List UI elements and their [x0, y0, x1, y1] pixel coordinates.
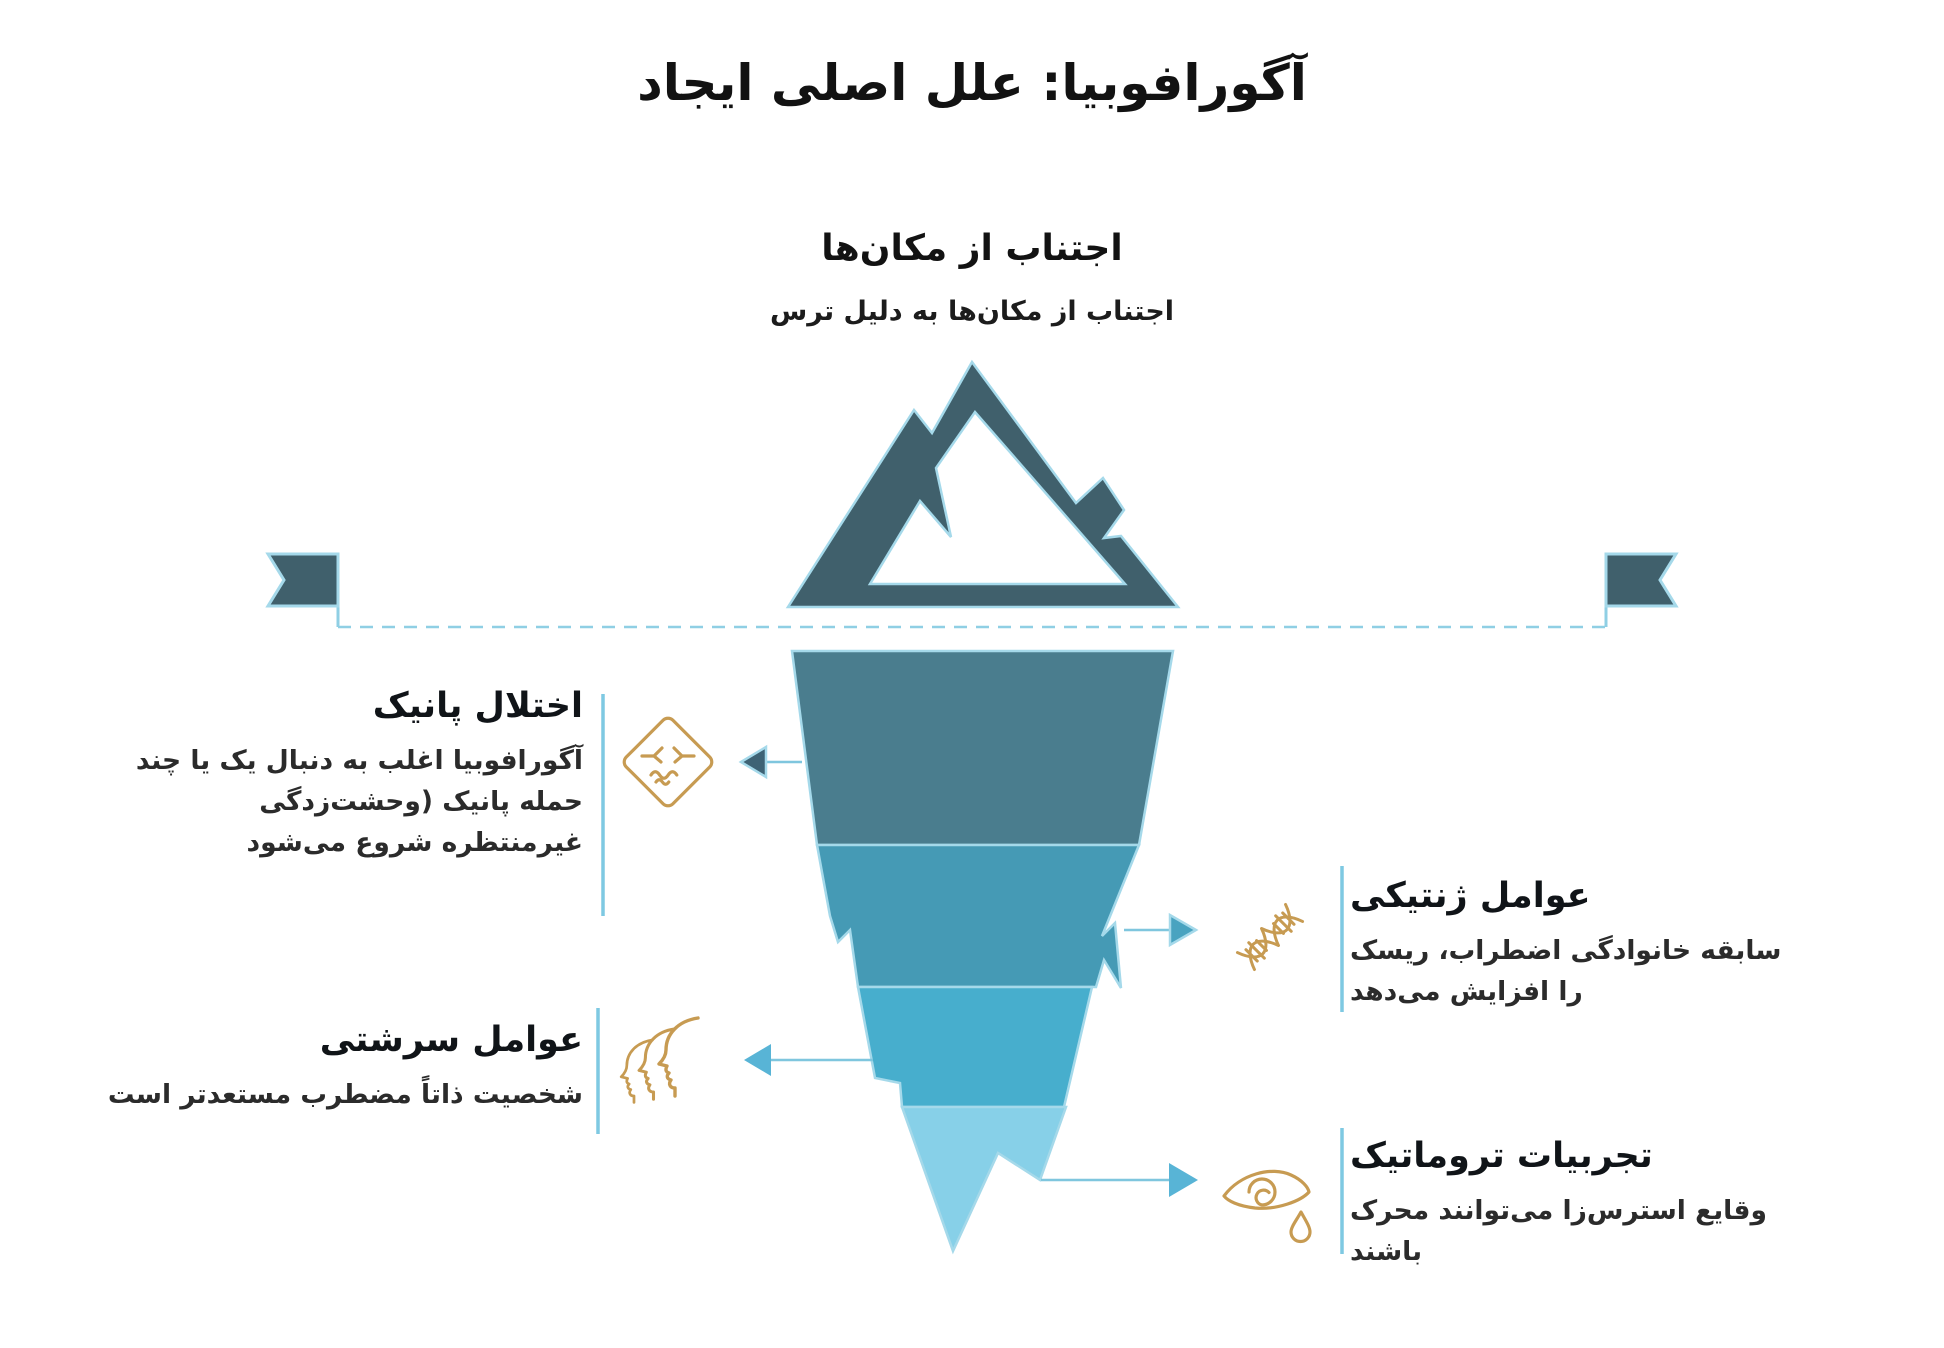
cause-description: آگورافوبیا اغلب به دنبال یک یا چند حمله پانیک (وحشت‌زدگی غیرمنتظره شروع می‌شود — [135, 745, 583, 859]
mountain-icon — [788, 362, 1178, 607]
cause-panel-genetic — [1350, 876, 1802, 1012]
flag-left-icon — [268, 554, 338, 606]
surface-heading: اجتناب از مکان‌ها — [821, 228, 1123, 269]
iceberg-layer-2 — [817, 845, 1139, 988]
cause-description: سابقه خانوادگی اضطراب، ریسک را افزایش می‌دهد — [1350, 935, 1782, 1008]
face-profiles-icon — [621, 1018, 698, 1102]
connector-arrow-genetic — [1124, 915, 1196, 945]
cause-label: عوامل ژنتیکی — [1350, 876, 1591, 916]
connector-arrow-temperament — [744, 1044, 873, 1076]
cause-panel-trauma — [1350, 1136, 1840, 1272]
iceberg-layer-3 — [858, 987, 1092, 1107]
connector-arrow-trauma — [1041, 1163, 1198, 1197]
dna-icon — [1237, 904, 1302, 969]
cause-label: اختلال پانیک — [372, 686, 583, 726]
cause-panel-temperament — [100, 1020, 583, 1115]
iceberg-layer-1 — [792, 651, 1173, 845]
connector-arrow-panic — [741, 747, 802, 777]
worried-face-diamond-icon — [621, 715, 714, 808]
cause-description: شخصیت ذاتاً مضطرب مستعدتر است — [107, 1079, 583, 1110]
cause-panel-panic — [118, 686, 583, 863]
cause-description: وقایع استرس‌زا می‌توانند محرک باشند — [1350, 1195, 1767, 1268]
page-title: آگورافوبیا: علل اصلی ایجاد — [637, 54, 1307, 112]
cause-label: عوامل سرشتی — [319, 1020, 583, 1060]
surface-subheading: اجتناب از مکان‌ها به دلیل ترس — [769, 296, 1175, 327]
crying-eye-icon — [1224, 1171, 1310, 1241]
cause-label: تجربیات تروماتیک — [1350, 1136, 1653, 1176]
flag-right-icon — [1606, 554, 1676, 606]
